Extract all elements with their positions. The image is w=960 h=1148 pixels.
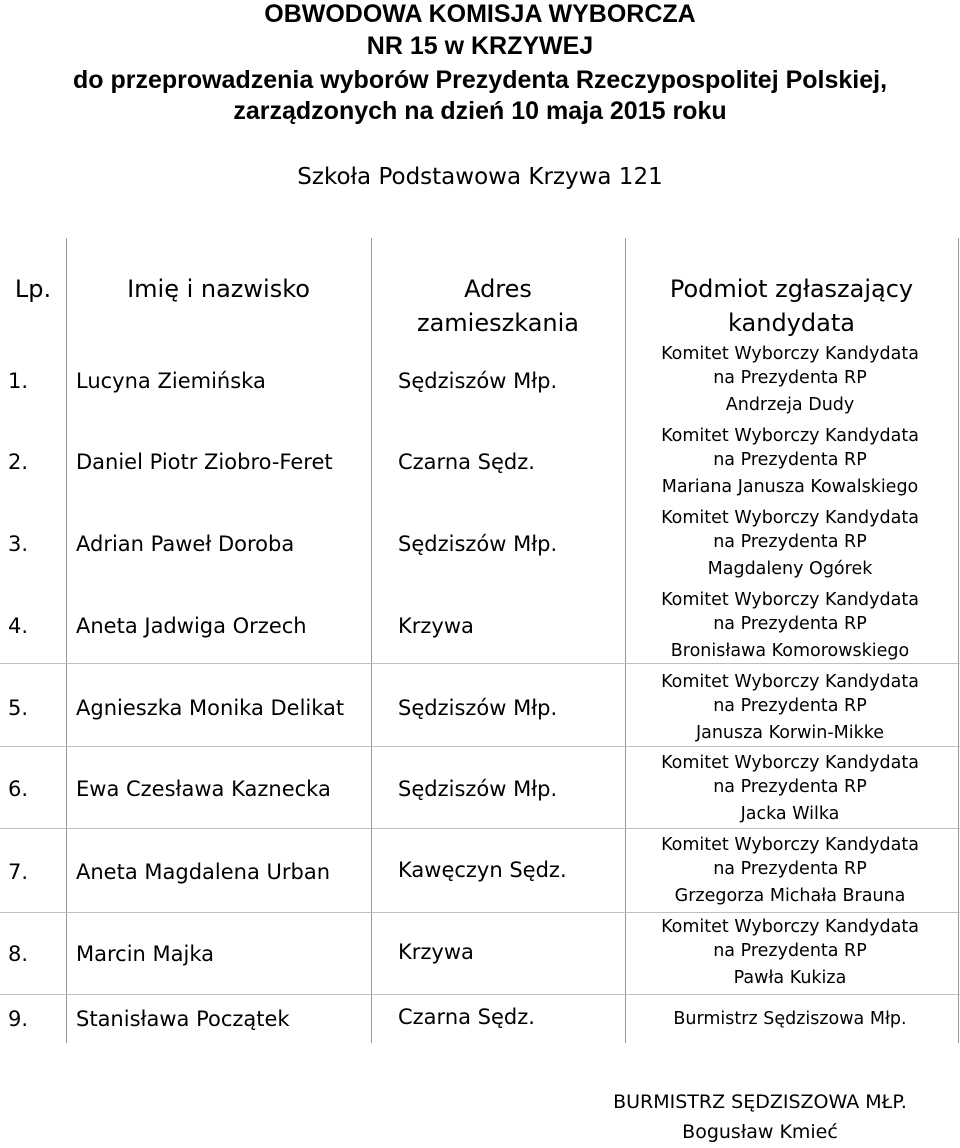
member-address: Czarna Sędz. [398,450,535,474]
member-address: Sędziszów Młp. [398,532,558,556]
entity-line: Komitet Wyborczy Kandydata [661,753,919,773]
member-name: Agnieszka Monika Delikat [76,696,345,720]
header-entity-line2: kandydata [728,309,855,337]
entity-line: Komitet Wyborczy Kandydata [661,590,919,610]
header-lp: Lp. [14,275,52,303]
entity-line: Komitet Wyborczy Kandydata [661,917,919,937]
member-address: Sędziszów Młp. [398,777,558,801]
row-number: 4. [8,614,29,638]
member-address: Kawęczyn Sędz. [398,858,567,882]
member-address: Czarna Sędz. [398,1005,535,1029]
member-name: Marcin Majka [76,942,215,966]
entity-line: na Prezydenta RP [713,532,867,552]
member-name: Stanisława Początek [76,1007,290,1031]
election-purpose: do przeprowadzenia wyborów Prezydenta Rzeczypospolitej Polskiej, [72,66,888,94]
entity-line: Komitet Wyborczy Kandydata [661,835,919,855]
row-number: 7. [8,860,29,884]
entity-candidate: Mariana Janusza Kowalskiego [661,477,919,497]
column-divider [371,238,372,1043]
row-number: 1. [8,369,29,393]
election-date: zarządzonych na dzień 10 maja 2015 roku [233,97,727,125]
member-name: Aneta Jadwiga Orzech [76,614,307,638]
member-address: Sędziszów Młp. [398,696,558,720]
member-name: Daniel Piotr Ziobro-Feret [76,450,333,474]
entity-candidate: Bronisława Komorowskiego [670,641,910,661]
signatory-name: Bogusław Kmieć [682,1121,838,1143]
header-entity-line1: Podmiot zgłaszający [669,275,914,303]
row-number: 8. [8,942,29,966]
row-divider [0,912,960,913]
row-number: 2. [8,450,29,474]
member-name: Lucyna Ziemińska [76,369,266,393]
entity-line: na Prezydenta RP [713,859,867,879]
row-number: 3. [8,532,29,556]
entity-line: Burmistrz Sędziszowa Młp. [673,1009,907,1029]
entity-candidate: Jacka Wilka [740,804,840,824]
header-address-line2: zamieszkania [417,309,579,337]
venue-address: Szkoła Podstawowa Krzywa 121 [297,164,663,190]
members-table [0,238,960,1043]
entity-line: na Prezydenta RP [713,368,867,388]
entity-line: Komitet Wyborczy Kandydata [661,672,919,692]
row-divider [0,746,960,747]
entity-candidate: Grzegorza Michała Brauna [674,886,906,906]
entity-candidate: Pawła Kukiza [733,968,847,988]
entity-line: Komitet Wyborczy Kandydata [661,344,919,364]
entity-line: Komitet Wyborczy Kandydata [661,426,919,446]
entity-line: na Prezydenta RP [713,450,867,470]
member-name: Adrian Paweł Doroba [76,532,295,556]
column-divider [66,238,67,1043]
entity-candidate: Janusza Korwin-Mikke [695,723,885,743]
entity-candidate: Magdaleny Ogórek [707,559,873,579]
row-divider [0,828,960,829]
commission-number: NR 15 w KRZYWEJ [366,32,594,60]
row-number: 9. [8,1007,29,1031]
entity-line: na Prezydenta RP [713,696,867,716]
entity-line: na Prezydenta RP [713,941,867,961]
entity-candidate: Andrzeja Dudy [725,395,855,415]
member-address: Krzywa [398,940,474,964]
entity-line: na Prezydenta RP [713,614,867,634]
member-name: Ewa Czesława Kaznecka [76,777,331,801]
row-divider [0,994,960,995]
row-divider [0,663,960,664]
entity-line: na Prezydenta RP [713,777,867,797]
commission-title: OBWODOWA KOMISJA WYBORCZA [264,0,696,28]
header-address-line1: Adres [464,275,532,303]
member-name: Aneta Magdalena Urban [76,860,331,884]
row-number: 5. [8,696,29,720]
entity-line: Komitet Wyborczy Kandydata [661,508,919,528]
signatory-title: BURMISTRZ SĘDZISZOWA MŁP. [613,1091,907,1113]
row-number: 6. [8,777,29,801]
header-name: Imię i nazwisko [127,275,310,303]
member-address: Krzywa [398,614,474,638]
member-address: Sędziszów Młp. [398,369,558,393]
